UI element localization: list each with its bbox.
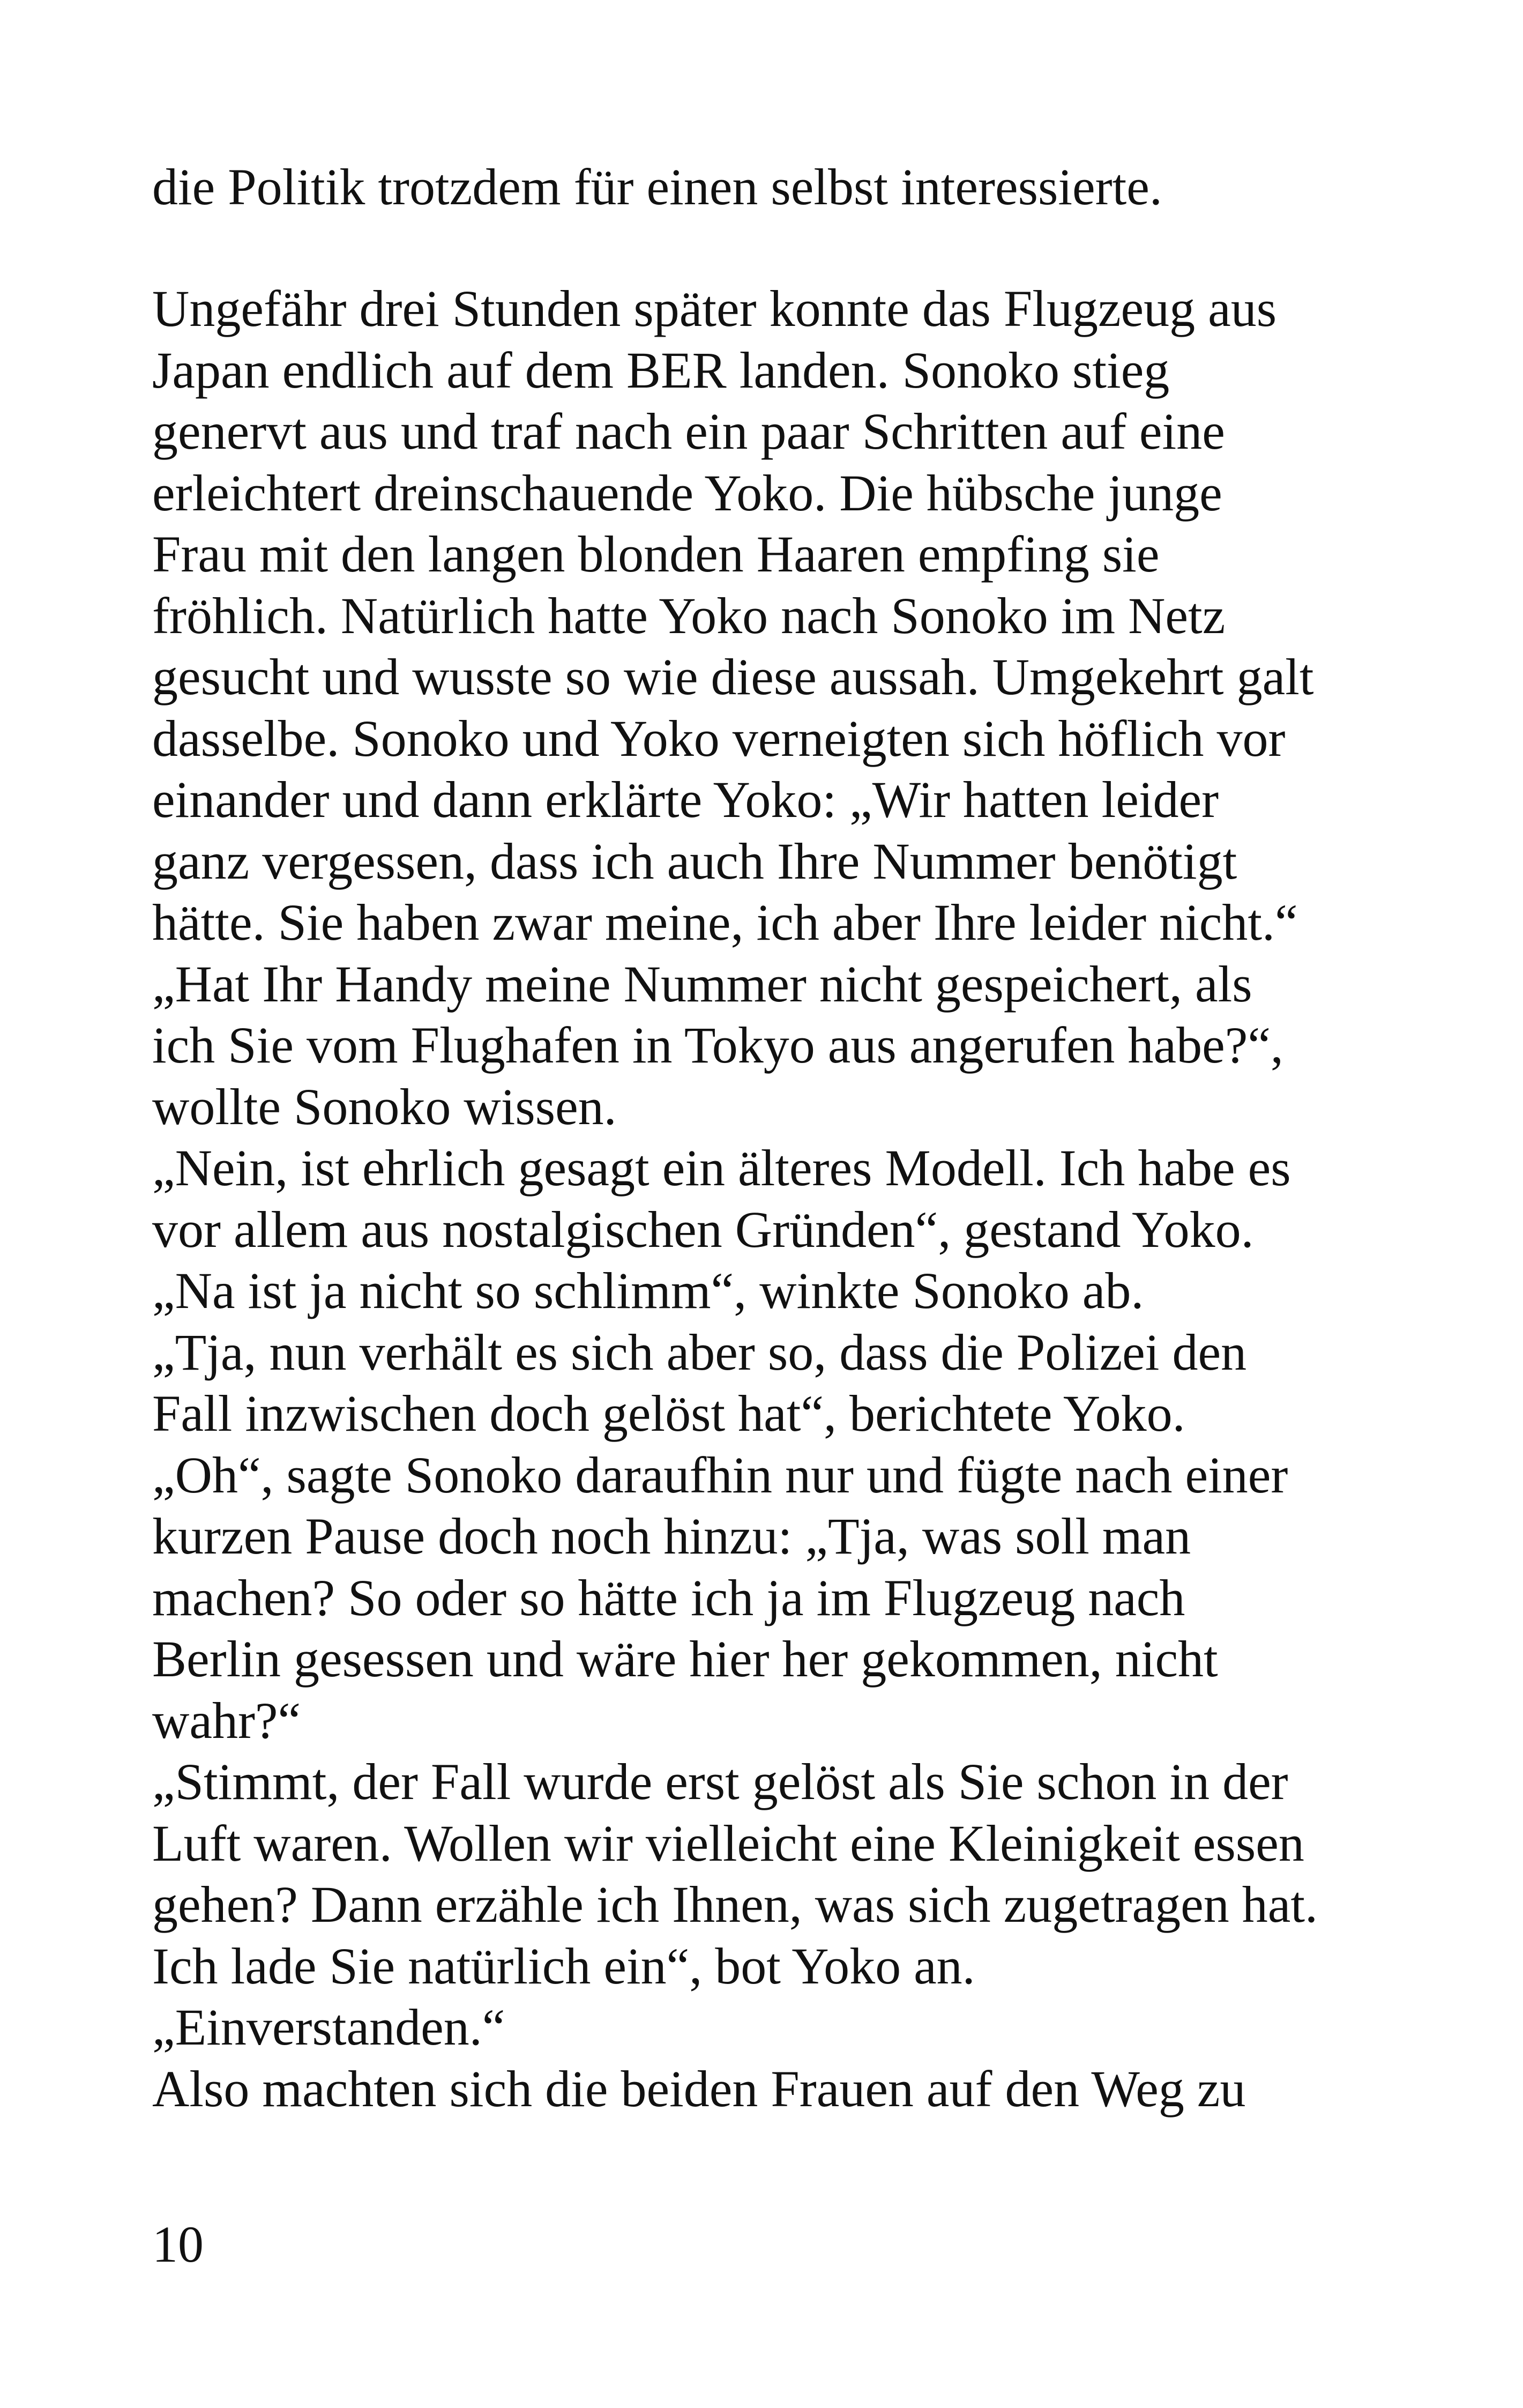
text-line: die Politik trotzdem für einen selbst interessierte. bbox=[152, 158, 1162, 215]
text-line: „Oh“, sagte Sonoko daraufhin nur und fügte nach einer bbox=[152, 1446, 1288, 1504]
text-line: wahr?“ bbox=[152, 1691, 301, 1749]
text-line: vor allem aus nostalgischen Gründen“, gestand Yoko. bbox=[152, 1200, 1254, 1258]
text-line: Ich lade Sie natürlich ein“, bot Yoko an. bbox=[152, 1937, 975, 1995]
text-line: Fall inzwischen doch gelöst hat“, berichtete Yoko. bbox=[152, 1385, 1185, 1442]
text-line: hätte. Sie haben zwar meine, ich aber Ihre leider nicht.“ bbox=[152, 894, 1298, 951]
text-line: fröhlich. Natürlich hatte Yoko nach Sonoko im Netz bbox=[152, 586, 1226, 644]
text-line: Luft waren. Wollen wir vielleicht eine Kleinigkeit essen bbox=[152, 1814, 1304, 1872]
text-line: genervt aus und traf nach ein paar Schritten auf eine bbox=[152, 403, 1225, 460]
text-line: dasselbe. Sonoko und Yoko verneigten sich höflich vor bbox=[152, 709, 1286, 767]
text-line: „Stimmt, der Fall wurde erst gelöst als Sie schon in der bbox=[152, 1753, 1288, 1810]
text-line: Frau mit den langen blonden Haaren empfing sie bbox=[152, 525, 1160, 583]
text-line: Ungefähr drei Stunden später konnte das Flugzeug aus bbox=[152, 280, 1277, 337]
text-line: Also machten sich die beiden Frauen auf den Weg zu bbox=[152, 2060, 1246, 2117]
paragraph-continuation bbox=[152, 157, 1395, 218]
text-line: „Einverstanden.“ bbox=[152, 1998, 505, 2056]
text-line: ich Sie vom Flughafen in Tokyo aus angerufen habe?“, bbox=[152, 1016, 1283, 1074]
text-line: gehen? Dann erzähle ich Ihnen, was sich zugetragen hat. bbox=[152, 1876, 1318, 1933]
text-line: ganz vergessen, dass ich auch Ihre Nummer benötigt bbox=[152, 832, 1237, 890]
text-line: gesucht und wusste so wie diese aussah. Umgekehrt galt bbox=[152, 648, 1314, 705]
text-line: wollte Sonoko wissen. bbox=[152, 1077, 617, 1135]
text-line: „Na ist ja nicht so schlimm“, winkte Sonoko ab. bbox=[152, 1262, 1144, 1319]
text-line: „Hat Ihr Handy meine Nummer nicht gespeichert, als bbox=[152, 955, 1252, 1013]
text-line: „Tja, nun verhält es sich aber so, dass die Polizei den bbox=[152, 1323, 1247, 1381]
text-line: machen? So oder so hätte ich ja im Flugzeug nach bbox=[152, 1569, 1185, 1626]
text-line: „Nein, ist ehrlich gesagt ein älteres Modell. Ich habe es bbox=[152, 1139, 1291, 1196]
text-line: einander und dann erklärte Yoko: „Wir hatten leider bbox=[152, 771, 1219, 828]
paragraph-main bbox=[152, 278, 1395, 2120]
text-line: Japan endlich auf dem BER landen. Sonoko stieg bbox=[152, 341, 1170, 399]
text-line: Berlin gesessen und wäre hier her gekommen, nicht bbox=[152, 1630, 1218, 1688]
text-line: kurzen Pause doch noch hinzu: „Tja, was soll man bbox=[152, 1507, 1191, 1565]
text-line: erleichtert dreinschauende Yoko. Die hübsche junge bbox=[152, 464, 1222, 522]
page-number: 10 bbox=[152, 2216, 204, 2273]
